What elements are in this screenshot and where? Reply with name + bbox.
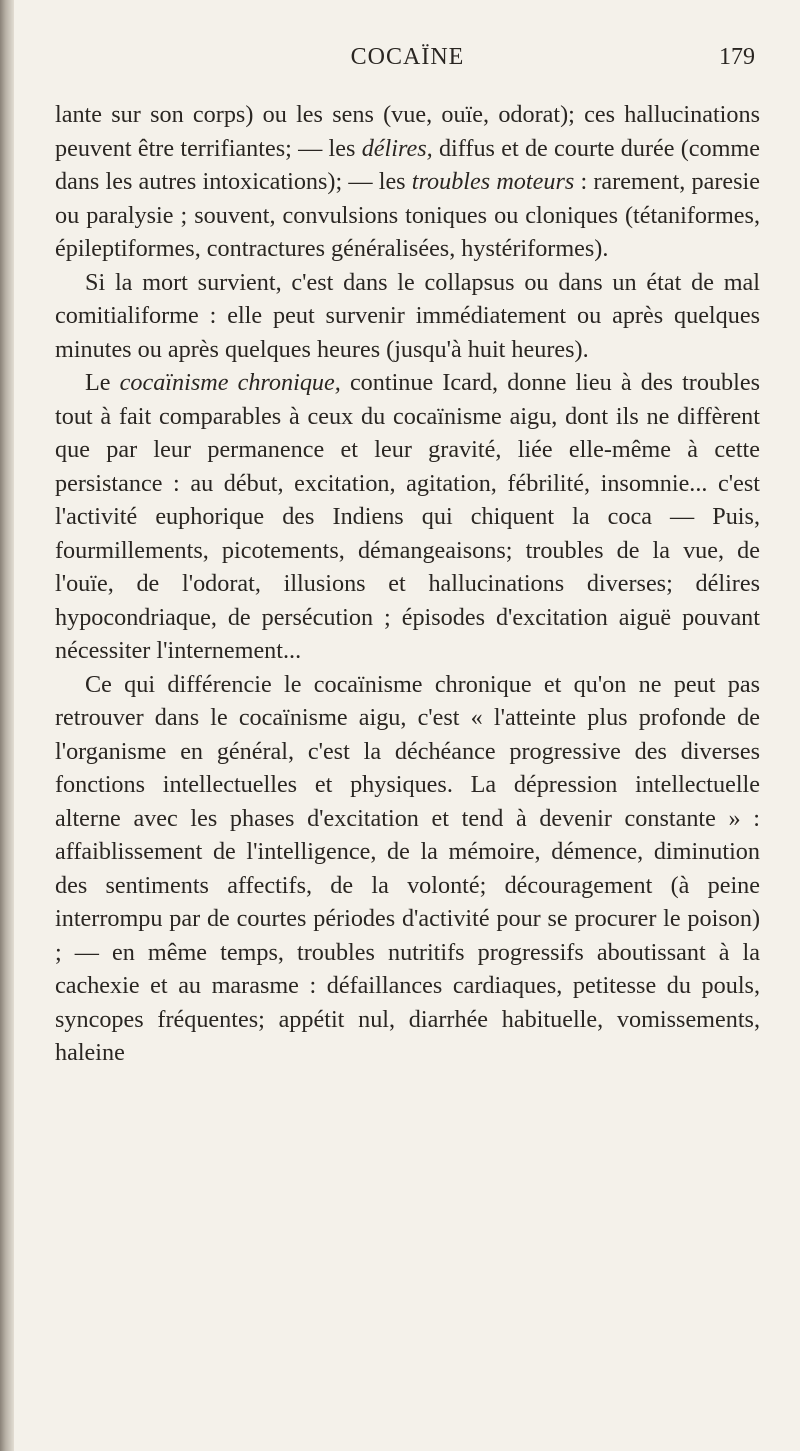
page-header (60, 44, 755, 84)
text-run: Si la mort survient, c'est dans le collapsus ou dans un état de mal comitialiforme : elle peut survenir immédiatement ou après quelques minutes ou après quelques heures (jusqu'à huit heures). (55, 268, 760, 363)
body-text (55, 98, 760, 1070)
paragraph (55, 366, 760, 668)
text-run: Le (85, 369, 120, 396)
paragraph (55, 98, 760, 266)
text-run: Ce qui différencie le cocaïnisme chronique et qu'on ne peut pas retrouver dans le cocaïnisme aigu, c'est « l'atteinte plus profonde de l'organisme en général, c'est la déchéance progressive des diverses fonctions intellectuelles et physiques. La dépression intellectuelle alterne avec les phases d'excitation et tend à devenir constante » : affaiblissement de l'intelligence, de la mémoire, démence, diminution des sentiments affectifs, de la volonté; découragement (à peine interrompu par de courtes périodes d'activité pour se procurer le poison) ; — en même temps, troubles nutritifs progressifs aboutissant à la cachexie et au marasme : défaillances cardiaques, petitesse du pouls, syncopes fréquentes; appétit nul, diarrhée habituelle, vomissements, haleine (55, 670, 760, 1066)
paragraph (55, 266, 760, 367)
page-number: 179 (719, 44, 755, 70)
text-run: lante sur son corps) ou les sens (vue, ouïe, odorat); ces hallucinations peuvent être terrifiantes; — les (55, 101, 760, 162)
italic-term: délires, (361, 134, 433, 162)
running-title: COCAÏNE (350, 44, 465, 70)
italic-term: cocaïnisme chronique, (119, 369, 341, 396)
page-binding-edge (0, 0, 14, 1451)
text-run: diffus et de courte durée (comme dans les autres intoxications); — les (55, 134, 760, 195)
text-run: : rarement, paresie ou paralysie ; souvent, convulsions toniques ou cloniques (tétaniformes, épileptiformes, contractures généralisées, hystériformes). (55, 168, 760, 262)
paragraph (55, 668, 760, 1070)
text-run: continue Icard, donne lieu à des troubles tout à fait comparables à ceux du cocaïnisme aigu, dont ils ne diffèrent que par leur permanence et leur gravité, liée elle-même à cette persistance : au début, excitation, agitation, fébrilité, insomnie... c'est l'activité euphorique des Indiens qui chiquent la coca — Puis, fourmillements, picotements, démangeaisons; troubles de la vue, de l'ouïe, de l'odorat, illusions et hallucinations diverses; délires hypocondriaque, de persécution ; épisodes d'excitation aiguë pouvant nécessiter l'internement... (55, 369, 761, 664)
italic-term: troubles moteurs (411, 168, 575, 195)
